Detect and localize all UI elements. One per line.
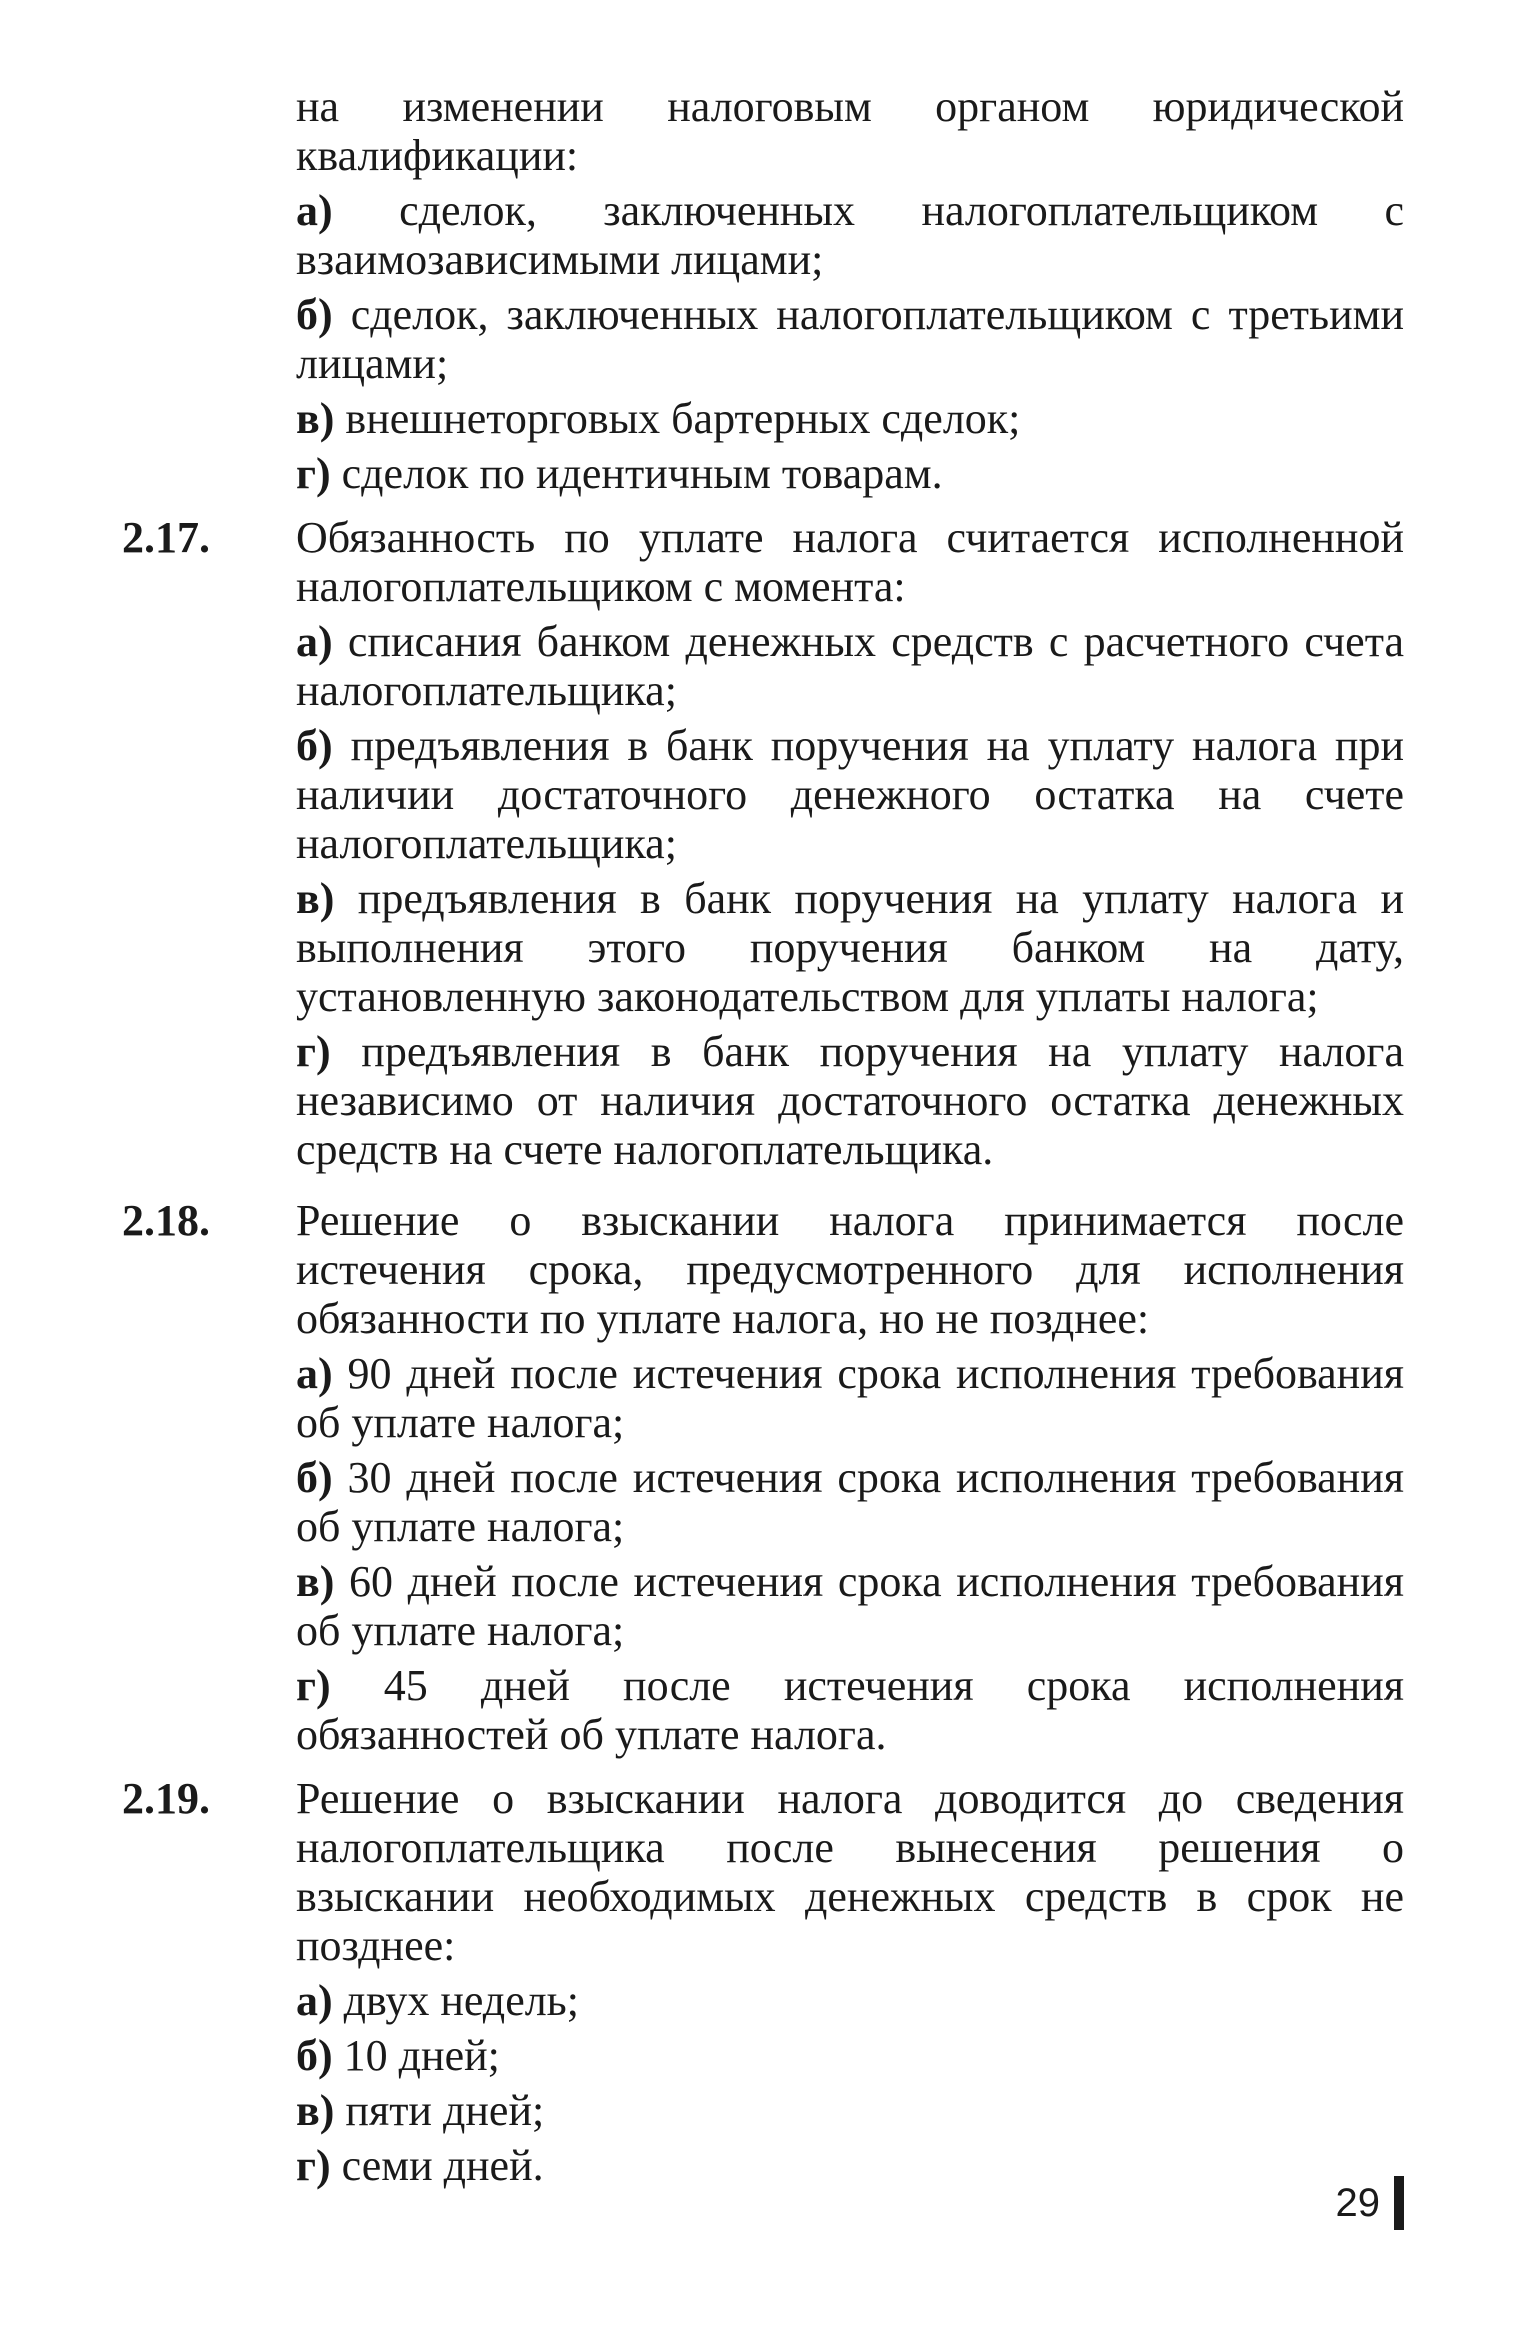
question-option-v	[296, 1557, 1404, 1655]
intro-option-a	[296, 186, 1404, 284]
option-text: 90 дней после истечения срока исполнения требования об уплате налога;	[296, 1349, 1405, 1447]
question-option-v	[296, 874, 1404, 1021]
question-2-17	[296, 513, 1404, 1174]
option-text: предъявления в банк поручения на уплату налога независимо от наличия достаточного остатка денежных средств на счете налогоплательщика.	[296, 1027, 1405, 1174]
option-letter: в)	[296, 2086, 335, 2135]
intro-option-v	[296, 394, 1404, 443]
option-letter: в)	[296, 1557, 335, 1606]
question-option-b	[296, 2031, 1404, 2080]
option-letter: б)	[296, 2031, 333, 2080]
question-option-a	[296, 1349, 1404, 1447]
question-number-2-18: 2.18.	[122, 1196, 210, 1245]
option-text: сделок, заключенных налогоплательщиком с третьими лицами;	[296, 290, 1405, 388]
question-stem: Решение о взыскании налога доводится до сведения налогоплательщика после вынесения решения о взыскании необходимых денежных средств в срок не позднее:	[296, 1774, 1404, 1970]
intro-option-b	[296, 290, 1404, 388]
option-text: 30 дней после истечения срока исполнения требования об уплате налога;	[296, 1453, 1405, 1551]
question-number-2-17: 2.17.	[122, 513, 210, 562]
question-option-g	[296, 1027, 1404, 1174]
question-option-a	[296, 617, 1404, 715]
question-option-a	[296, 1976, 1404, 2025]
option-letter: б)	[296, 290, 333, 339]
question-2-19	[296, 1774, 1404, 2190]
option-letter: б)	[296, 1453, 333, 1502]
option-letter: а)	[296, 1349, 333, 1398]
question-option-g	[296, 2141, 1404, 2190]
option-text: двух недель;	[343, 1976, 579, 2025]
option-letter: г)	[296, 2141, 331, 2190]
question-number-2-19: 2.19.	[122, 1774, 210, 1823]
option-letter: г)	[296, 1661, 331, 1710]
option-letter: б)	[296, 721, 333, 770]
page-number-block	[1336, 2176, 1405, 2230]
question-option-b	[296, 721, 1404, 868]
option-letter: в)	[296, 874, 335, 923]
option-text: сделок, заключенных налогоплательщиком с взаимозависимыми лицами;	[296, 186, 1405, 284]
option-letter: в)	[296, 394, 335, 443]
intro-stem: на изменении налоговым органом юридической квалификации:	[296, 82, 1404, 180]
intro-block	[296, 82, 1404, 498]
option-text: 60 дней после истечения срока исполнения требования об уплате налога;	[296, 1557, 1404, 1655]
intro-option-g	[296, 449, 1404, 498]
option-text: сделок по идентичным товарам.	[341, 449, 943, 498]
question-stem: Обязанность по уплате налога считается исполненной налогоплательщиком с момента:	[296, 513, 1404, 611]
page-number: 29	[1335, 2181, 1380, 2225]
option-letter: г)	[296, 449, 331, 498]
question-option-v	[296, 2086, 1404, 2135]
option-letter: а)	[296, 1976, 333, 2025]
option-text: списания банком денежных средств с расчетного счета налогоплательщика;	[296, 617, 1404, 715]
page-marker-bar	[1394, 2176, 1404, 2230]
option-letter: а)	[296, 186, 333, 235]
option-text: 45 дней после истечения срока исполнения обязанностей об уплате налога.	[296, 1661, 1405, 1759]
option-text: семи дней.	[341, 2141, 544, 2190]
option-letter: а)	[296, 617, 333, 666]
option-text: предъявления в банк поручения на уплату налога при наличии достаточного денежного остатка на счете налогоплательщика;	[296, 721, 1405, 868]
option-text: внешнеторговых бартерных сделок;	[345, 394, 1021, 443]
question-option-b	[296, 1453, 1404, 1551]
option-text: пяти дней;	[345, 2086, 545, 2135]
option-letter: г)	[296, 1027, 331, 1076]
question-option-g	[296, 1661, 1404, 1759]
question-stem: Решение о взыскании налога принимается после истечения срока, предусмотренного для исполнения обязанности по уплате налога, но не позднее:	[296, 1196, 1404, 1343]
question-2-18	[296, 1196, 1404, 1759]
option-text: 10 дней;	[343, 2031, 500, 2080]
option-text: предъявления в банк поручения на уплату налога и выполнения этого поручения банком на дату, установленную законодательством для уплаты налога;	[296, 874, 1405, 1021]
